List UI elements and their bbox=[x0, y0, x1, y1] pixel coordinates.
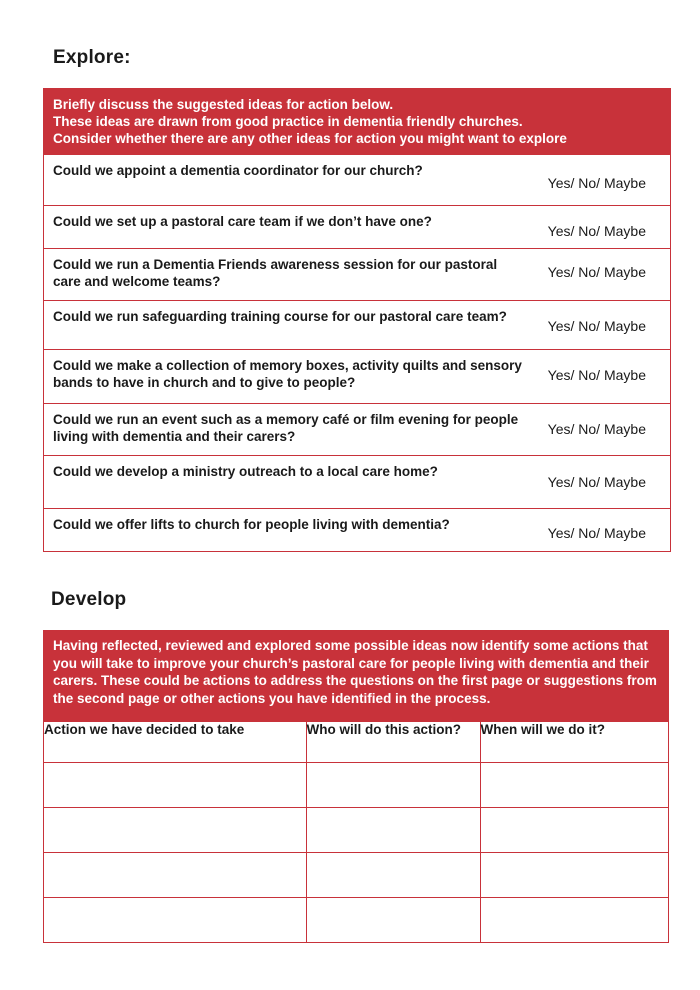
action-cell[interactable] bbox=[44, 898, 306, 943]
table-row bbox=[44, 808, 668, 853]
question-text: Could we run safeguarding training course for our pastoral care team? bbox=[53, 309, 507, 324]
column-header-when: When will we do it? bbox=[480, 722, 668, 763]
column-header-action: Action we have decided to take bbox=[44, 722, 306, 763]
who-cell[interactable] bbox=[306, 853, 480, 898]
question-text: Could we make a collection of memory boxes, activity quilts and sensory bands to have in church and to give to people? bbox=[53, 358, 522, 390]
question-row bbox=[44, 300, 670, 349]
question-row bbox=[44, 205, 670, 248]
answer-option[interactable]: Yes/ No/ Maybe bbox=[547, 421, 646, 437]
answer-option[interactable]: Yes/ No/ Maybe bbox=[547, 264, 646, 280]
develop-heading: Develop bbox=[51, 589, 127, 610]
who-cell[interactable] bbox=[306, 898, 480, 943]
table-row bbox=[44, 898, 668, 943]
table-header-row bbox=[44, 722, 668, 763]
question-text: Could we develop a ministry outreach to a local care home? bbox=[53, 464, 438, 479]
table-row bbox=[44, 853, 668, 898]
question-row bbox=[44, 455, 670, 508]
question-row bbox=[44, 508, 670, 552]
answer-option[interactable]: Yes/ No/ Maybe bbox=[547, 175, 646, 191]
question-text: Could we offer lifts to church for people living with dementia? bbox=[53, 517, 450, 532]
question-text: Could we run a Dementia Friends awareness session for our pastoral care and welcome teams? bbox=[53, 257, 498, 289]
action-cell[interactable] bbox=[44, 763, 306, 808]
when-cell[interactable] bbox=[480, 808, 668, 853]
question-text: Could we appoint a dementia coordinator for our church? bbox=[53, 163, 423, 178]
develop-banner: Having reflected, reviewed and explored some possible ideas now identify some actions that you will take to improve your church’s pastoral care for people living with dementia and their carers. These could be actions to address the questions on the first page or suggestions from the second page or other actions you have identified in the process. bbox=[44, 631, 668, 722]
who-cell[interactable] bbox=[306, 808, 480, 853]
who-cell[interactable] bbox=[306, 763, 480, 808]
explore-banner-line-2: These ideas are drawn from good practice in dementia friendly churches. bbox=[53, 114, 523, 129]
question-row bbox=[44, 403, 670, 455]
question-row bbox=[44, 349, 670, 403]
answer-option[interactable]: Yes/ No/ Maybe bbox=[547, 367, 646, 383]
explore-heading: Explore: bbox=[53, 47, 131, 68]
action-cell[interactable] bbox=[44, 808, 306, 853]
table-row bbox=[44, 763, 668, 808]
action-cell[interactable] bbox=[44, 853, 306, 898]
question-text: Could we set up a pastoral care team if we don’t have one? bbox=[53, 214, 432, 229]
answer-option[interactable]: Yes/ No/ Maybe bbox=[547, 318, 646, 334]
answer-option[interactable]: Yes/ No/ Maybe bbox=[547, 525, 646, 541]
answer-option[interactable]: Yes/ No/ Maybe bbox=[547, 474, 646, 490]
when-cell[interactable] bbox=[480, 853, 668, 898]
column-header-who: Who will do this action? bbox=[306, 722, 480, 763]
explore-banner-line-1: Briefly discuss the suggested ideas for action below. bbox=[53, 97, 394, 112]
explore-banner bbox=[44, 89, 670, 154]
develop-section bbox=[43, 630, 669, 943]
when-cell[interactable] bbox=[480, 763, 668, 808]
question-row bbox=[44, 154, 670, 205]
explore-section bbox=[43, 88, 671, 552]
answer-option[interactable]: Yes/ No/ Maybe bbox=[547, 223, 646, 239]
question-text: Could we run an event such as a memory café or film evening for people living with dementia and their carers? bbox=[53, 412, 519, 444]
action-plan-table bbox=[44, 722, 668, 942]
when-cell[interactable] bbox=[480, 898, 668, 943]
question-row bbox=[44, 248, 670, 300]
explore-banner-line-3: Consider whether there are any other ideas for action you might want to explore bbox=[53, 131, 567, 146]
